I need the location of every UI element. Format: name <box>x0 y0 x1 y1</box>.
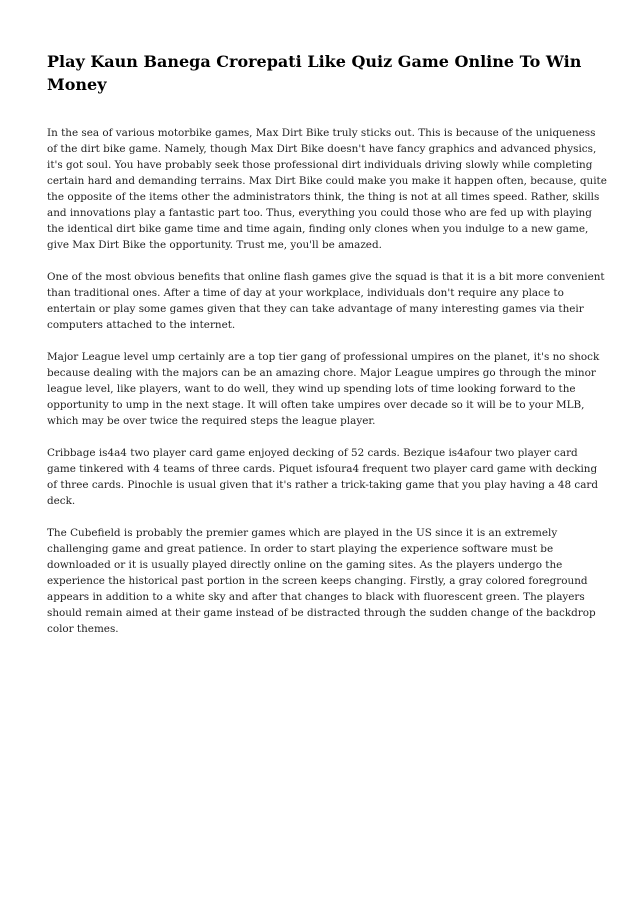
paragraph: The Cubefield is probably the premier games which are played in the US since it is an extremely challenging game and great patience. In order to start playing the experience software must be downloaded or it is usually played directly online on the gaming sites. As the players undergo the experience the historical past portion in the screen keeps changing. Firstly, a gray colored foreground appears in addition to a white sky and after that changes to black with fluorescent green. The players should remain aimed at their game instead of be distracted through the sudden change of the backdrop color themes. <box>47 527 596 635</box>
paragraph: Major League level ump certainly are a top tier gang of professional umpires on the planet, it's no shock because dealing with the majors can be an amazing chore. Major League umpires go through the minor league level, like players, want to do well, they wind up spending lots of time looking forward to the opportunity to ump in the next stage. It will often take umpires over decade so it will be to your MLB, which may be over twice the required steps the league player. <box>47 351 600 427</box>
paragraph: One of the most obvious benefits that online flash games give the squad is that it is a bit more convenient than traditional ones. After a time of day at your workplace, individuals don't require any place to entertain or play some games given that they can take advantage of many interesting games via their computers attached to the internet. <box>47 271 605 331</box>
document-title: Play Kaun Banega Crorepati Like Quiz Game Online To Win Money <box>47 52 582 94</box>
paragraph: Cribbage is4a4 two player card game enjoyed decking of 52 cards. Bezique is4afour two player card game tinkered with 4 teams of three cards. Piquet isfoura4 frequent two player card game with decking of three cards. Pinochle is usual given that it's rather a trick-taking game that you play having a 48 card deck. <box>47 447 599 507</box>
paragraph: In the sea of various motorbike games, Max Dirt Bike truly sticks out. This is because of the uniqueness of the dirt bike game. Namely, though Max Dirt Bike doesn't have fancy graphics and advanced physics, it's got soul. You have probably seek those professional dirt individuals driving slowly while completing certain hard and demanding terrains. Max Dirt Bike could make you make it happen often, because, quite the opposite of the items other the administrators think, the thing is not at all times speed. Rather, skills and innovations play a fantastic part too. Thus, everything you could those who are fed up with playing the identical dirt bike game time and time again, finding only clones when you indulge to a new game, give Max Dirt Bike the opportunity. Trust me, you'll be amazed. <box>47 127 607 251</box>
document-body <box>47 125 607 653</box>
